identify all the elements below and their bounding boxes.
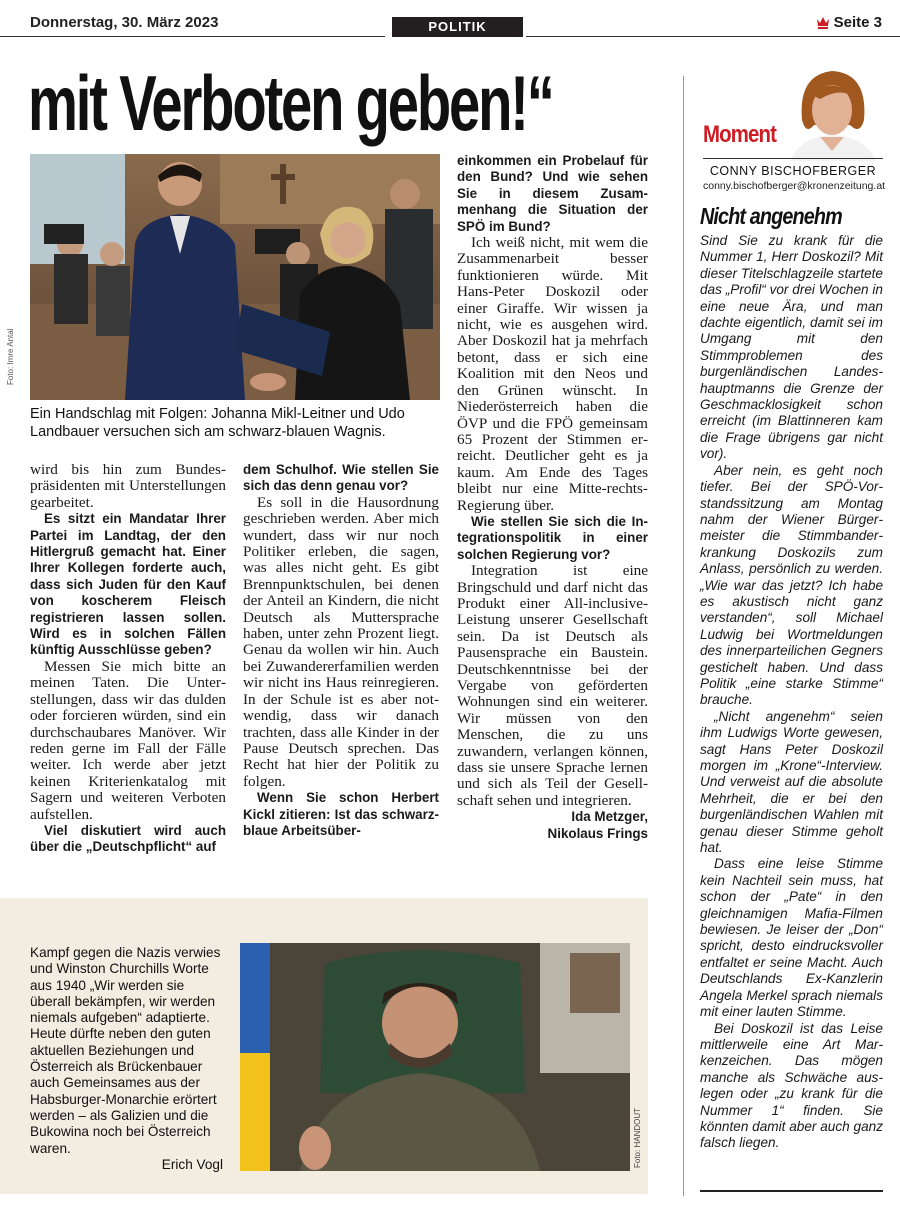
paragraph: Ich weiß nicht, mit wem die Zusammenarbeit besser funktionieren würde. Mit Hans-Peter Doskozil oder einer Giraffe. Wir wissen ja nicht, wie es ausgehen wird. Aber Doskozil hat ja mehrfach betont, dass er sich eine Koalition mit den Neos und den Grünen wünscht. In Niederösterreich haben die ÖVP und die FPÖ gemeinsam 65 Prozent der Stimmen erreicht. Deutlicher geht es ja kaum. Am Ende des Tages bleibt nur eine Mitte-rechts-Regierung über.: [457, 234, 648, 514]
article-column-2: [243, 462, 439, 839]
section-label: POLITIK: [392, 17, 523, 37]
author-email[interactable]: conny.bischofberger@kronenzeitung.at: [703, 180, 886, 192]
page-number: Seite 3: [833, 14, 882, 31]
author-signature: Nikolaus Frings: [547, 825, 648, 841]
author-name: CONNY BISCHOFBERGER: [709, 164, 877, 178]
zelensky-photo: [240, 943, 630, 1171]
paragraph: Aber nein, es geht noch tiefer. Bei der SPÖ-Vorstandssitzung am Montag nahm der Wiener Bürgermeister die Stimmbanderkrankung Doskozils zum Anlass, persönlich zu werden. „Wie war das jetzt? Ich habe es akustisch nicht ganz verstanden“, soll Michael Ludwig bei Wortmeldungen des innerparteilichen Gegners gestichelt haben. Und dass Politik „eine starke Stimme“ brauche.: [700, 462, 883, 708]
column-title: Nicht angenehm: [700, 203, 842, 229]
paragraph: wird bis hin zum Bundespräsidenten mit Unterstellungen gearbeitet.: [30, 461, 226, 511]
column-end-rule: [700, 1190, 883, 1192]
paragraph: Bei Doskozil ist das Leise mittlerweile eine Art Markenzeichen. Das mögen manche als Schwäche auslegen oder „zu krank für die Nummer 1“ finden. Sie könnten damit aber auch ganz falsch liegen.: [700, 1020, 883, 1151]
related-article-text: [30, 945, 223, 1173]
article-column-1: [30, 462, 226, 856]
photo-credit: Foto: Imre Antal: [6, 328, 15, 385]
header-rule-right: [526, 36, 900, 37]
header-rule-left: [0, 36, 385, 37]
column-text: [700, 233, 883, 1152]
photo-credit: Foto: HANDOUT: [633, 1107, 642, 1168]
paragraph: Kampf gegen die Nazis verwies und Winston Churchills Worte aus 1940 „Wir werden sie überall bekämpfen, wir werden niemals aufgeben“ adaptierte. Heute dürfte neben den guten aktuellen Beziehungen und Österreich als Brückenbauer auch Gemeinsames aus der Habsburger-Monarchie erörtert werden – als Galizien und die Bukowina noch bei Österreich waren.: [30, 945, 221, 1156]
paragraph: Sind Sie zu krank für die Nummer 1, Herr Doskozil? Mit dieser Titelschlagzeile startete das „Profil“ vor drei Wochen in eine neue Ära, und man dachte eigentlich, damit sei im Umgang mit den Stimmproblemen des burgenländischen Landeshauptmanns die Grenze der Geschmacklosigkeit schon erreicht (im Blattinneren kam die Frage übrigens gar nicht vor).: [700, 233, 883, 462]
article-column-3: [457, 153, 648, 842]
paragraph: Integration ist eine Bringschuld und darf nicht das Produkt einer All-inclusive-Leistung unserer Gesellschaft sein. Da ist Deutsch als Pausensprache ein Baustein. Deutschkenntnisse bei der Vergabe von geförderten Wohnungen sind ein weiterer. Wir müssen von den Menschen, die zu uns zuwandern, verlangen können, dass sie unsere Sprache lernen und sich als Teil der Gesellschaft sehen und integrieren.: [457, 562, 648, 809]
photo-caption: Ein Handschlag mit Folgen: Johanna Mikl-Leitner und Udo Landbauer versuchen sich am schwarz-blauen Wagnis.: [30, 406, 405, 440]
page-date: Donnerstag, 30. März 2023: [30, 14, 219, 31]
paragraph: Dass eine leise Stimme kein Nachteil sein muss, hat schon der „Pate“ in den gleichnamigen Mafia-Filmen bewiesen. Je leiser der „Don“ spricht, desto eindrucksvoller entfaltet er seine Macht. Auch Deutschlands Ex-Kanzlerin Angela Merkel sprach niemals mit einer lauten Stimme.: [700, 856, 883, 1020]
author-signature: Erich Vogl: [161, 1156, 223, 1172]
interview-question: Wenn Sie schon Herbert Kickl zitieren: Ist das schwarz-blaue Arbeitsüber-: [243, 790, 439, 838]
interview-question: dem Schulhof. Wie stellen Sie sich das denn genau vor?: [243, 462, 439, 494]
paragraph: Es soll in die Hausordnung geschrieben werden. Aber mich wundert, dass wir nur noch Politiker erleben, die sagen, was alles nicht geht. Es gibt Brennpunktschulen, bei denen der Anteil an Kindern, die nicht Deutsch als Muttersprache haben, unter zehn Prozent liegt. Genau da wollen wir hin. Auch bei Zuwandererfamilien werden wir nicht ins Haus reinregieren. In der Schule ist es aber notwendig, dass wir danach trachten, dass alle Kinder in der Pause Deutsch sprechen. Das Recht hat hier der Politik zu folgen.: [243, 493, 439, 790]
paragraph: Messen Sie mich bitte an meinen Taten. Die Unterstellungen, dass wir das dulden oder forcieren würden, sind ein durchschaubares Manöver. Wir reden gerne im Fall der Fälle weiter. Ich werde aber jetzt keinen Kriterienkatalog mit Sagern und weiteren Verboten aufstellen.: [30, 657, 226, 823]
author-avatar: [780, 65, 884, 161]
interview-question: Viel diskutiert wird auch über die „Deutschpflicht“ auf: [30, 822, 226, 855]
crown-icon: [816, 14, 830, 30]
interview-question: Es sitzt ein Mandatar Ihrer Partei im Landtag, der den Hitlergruß gemacht hat. Einer Ihrer Kollegen forderte auch, dass sich Juden für den Kauf von koscherem Fleisch registrieren lassen sollen. Wird es in solchen Fällen künftig Ausschlüsse geben?: [30, 511, 226, 658]
paragraph: „Nicht angenehm“ seien ihm Ludwigs Worte gewesen, sagt Hans Peter Doskozil morgen im „Krone“-Interview. Und verweist auf die absolute Mehrheit, die er bei den burgenländischen Wahlen mit genau dieser Stimme geholt hat.: [700, 708, 883, 856]
headline: mit Verboten geben!“: [28, 59, 553, 147]
author-signature: Ida Metzger,: [571, 809, 648, 825]
handshake-photo: [30, 154, 440, 400]
interview-question: einkommen ein Probelauf für den Bund? Und wie sehen Sie in diesem Zusammenhang die Situation der SPÖ im Bund?: [457, 153, 648, 234]
moment-rule: [703, 158, 883, 159]
column-divider: [683, 76, 684, 1196]
column-label: Moment: [703, 121, 777, 148]
interview-question: Wie stellen Sie sich die Integrationspolitik in einer solchen Regierung vor?: [457, 513, 648, 562]
